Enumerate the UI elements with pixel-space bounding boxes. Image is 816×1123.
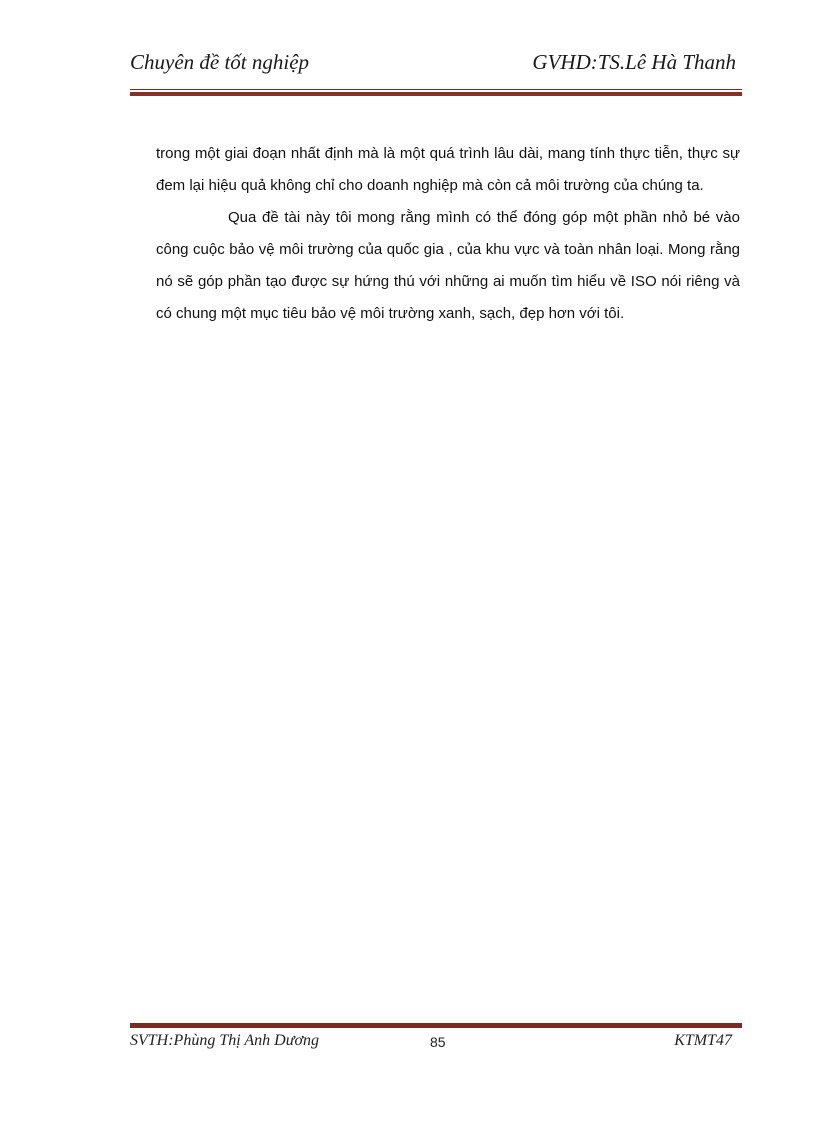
footer-rule (130, 1021, 742, 1028)
page-header (130, 50, 742, 80)
body-paragraph-1: trong một giai đoạn nhất định mà là một quá trình lâu dài, mang tính thực tiễn, thực sự đem lại hiệu quả không chỉ cho doanh nghiệp mà còn cả môi trường của chúng ta. (156, 145, 740, 194)
header-rule-thick (130, 92, 742, 96)
header-rule-thin (130, 89, 742, 90)
footer-rule-thin (130, 1027, 742, 1028)
footer-class-code: KTMT47 (674, 1032, 732, 1049)
header-title: Chuyên đề tốt nghiệp (130, 50, 310, 74)
header-advisor: GVHD:TS.Lê Hà Thanh (532, 50, 736, 74)
page-number: 85 (430, 1034, 446, 1050)
header-rule (130, 89, 742, 96)
page-footer (130, 1032, 742, 1056)
body-paragraph-2: Qua đề tài này tôi mong rằng mình có thể đóng góp một phần nhỏ bé vào công cuộc bảo vệ môi trường của quốc gia , của khu vực và toàn nhân loại. Mong rằng nó sẽ góp phần tạo được sự hứng thú với những ai muốn tìm hiểu về ISO nói riêng và có chung một mục tiêu bảo vệ môi trường xanh, sạch, đẹp hơn với tôi. (156, 209, 740, 322)
page-body (156, 138, 740, 330)
footer-author: SVTH:Phùng Thị Anh Dương (130, 1032, 319, 1049)
